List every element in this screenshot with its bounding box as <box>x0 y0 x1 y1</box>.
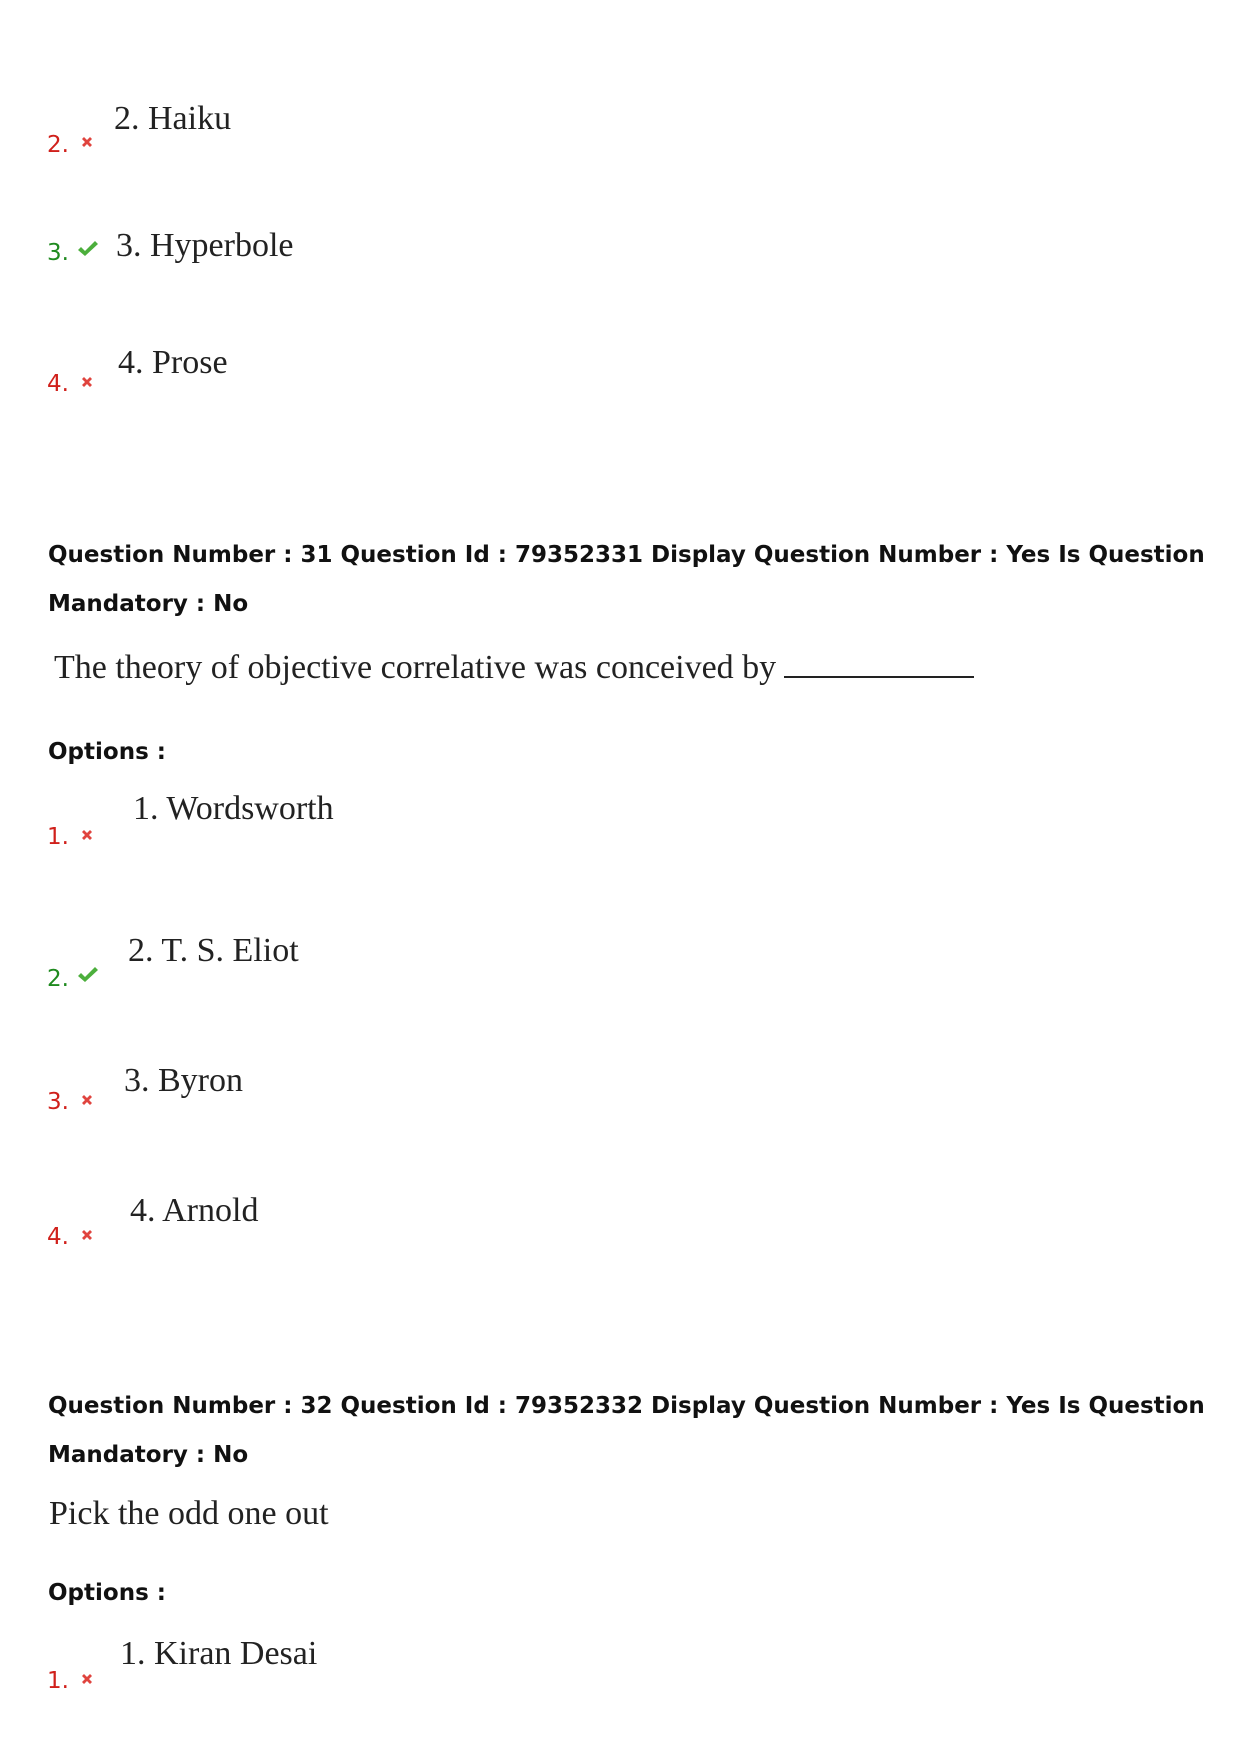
option-text: 4. Arnold <box>130 1192 259 1229</box>
option-number: 3. <box>47 240 69 266</box>
question-header: Question Number : 32 Question Id : 79352332 Display Question Number : Yes Is Question Mandatory : No <box>48 1393 1205 1468</box>
question-text: The theory of objective correlative was conceived by <box>54 649 777 686</box>
option-text: 3. Hyperbole <box>116 227 294 264</box>
option-text: 4. Prose <box>118 344 228 381</box>
option-number: 1. <box>47 1668 69 1694</box>
wrong-icon <box>79 374 95 390</box>
option-number: 2. <box>47 966 69 992</box>
wrong-icon <box>79 827 95 843</box>
option-number: 3. <box>47 1089 69 1115</box>
option-number: 4. <box>47 1224 69 1250</box>
question-header: Question Number : 31 Question Id : 79352331 Display Question Number : Yes Is Question Mandatory : No <box>48 542 1205 617</box>
wrong-icon <box>79 1227 95 1243</box>
wrong-icon <box>79 1092 95 1108</box>
question-text: Pick the odd one out <box>49 1495 329 1532</box>
option-text: 2. T. S. Eliot <box>128 932 299 969</box>
option-text: 1. Kiran Desai <box>120 1635 318 1672</box>
wrong-icon <box>79 134 95 150</box>
options-label: Options : <box>48 1580 166 1606</box>
wrong-icon <box>79 1671 95 1687</box>
option-number: 4. <box>47 371 69 397</box>
option-text: 2. Haiku <box>114 100 232 137</box>
question-text-row <box>54 648 974 685</box>
check-icon <box>76 239 100 259</box>
option-text: 1. Wordsworth <box>133 790 334 827</box>
answer-blank <box>784 648 974 678</box>
options-label: Options : <box>48 739 166 765</box>
option-number: 2. <box>47 132 69 158</box>
check-icon <box>76 965 100 985</box>
option-number: 1. <box>47 824 69 850</box>
option-text: 3. Byron <box>124 1062 243 1099</box>
